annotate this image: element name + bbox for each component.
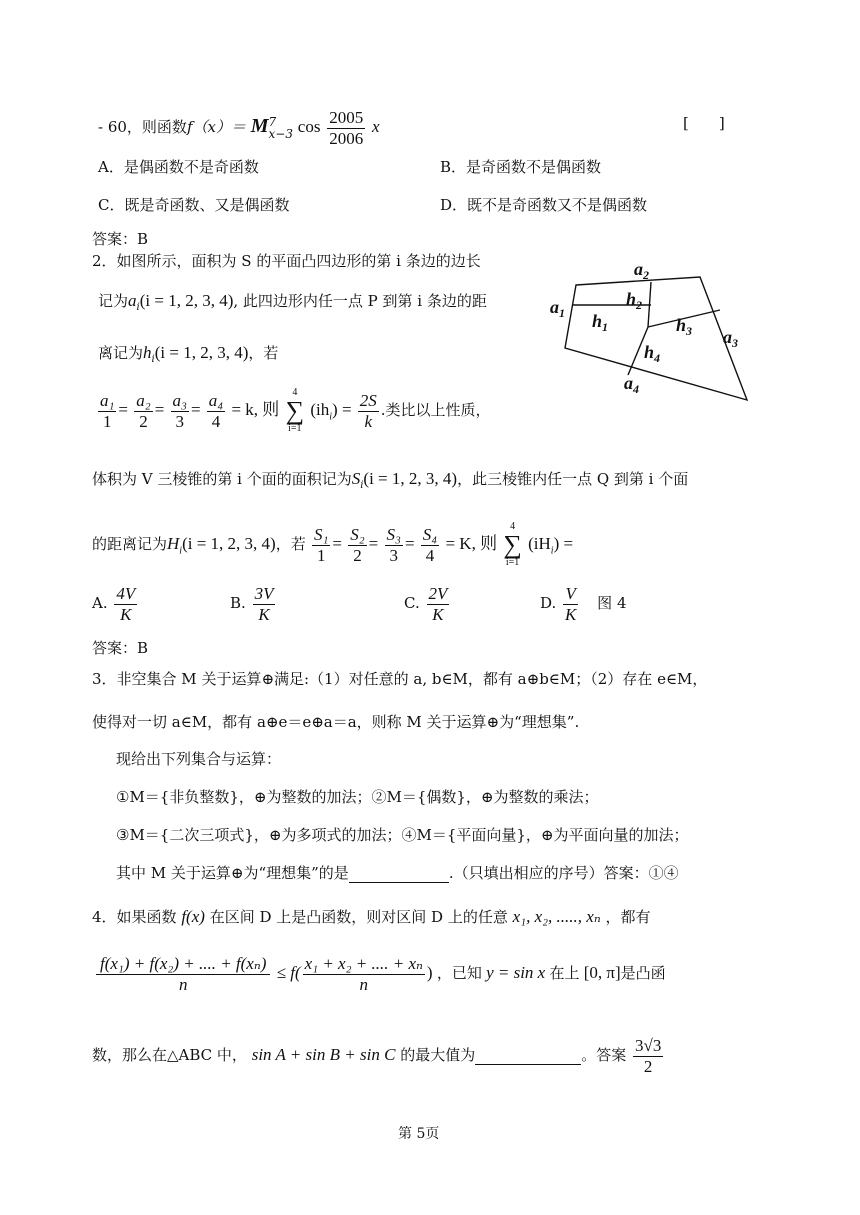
- q2-line6: 的距离记为$H_i(i = 1$, 2, 3, 4)，若 $\frac{\text{S₁}}{1}$ = $\frac{\text{S₂}}{2}$ = $\frac{\text{S₃}}{3}$ = $\frac{\text{S₄}}{4}$ = K, 则 4 ∑ i=1 $(iH_i)$ =: [92, 521, 574, 568]
- q3-line6: 其中 M 关于运算⊕为“理想集”的是 .（只填出相应的序号）答案：①④: [116, 864, 679, 882]
- q2-option-c: C. $\frac{2V}{K}$: [404, 584, 448, 624]
- quadrilateral-figure: [540, 255, 765, 405]
- q2-option-d: D. $\frac{V}{K}$ 图 4: [540, 584, 627, 624]
- q3-line2: 使得对一切 a∈M，都有 a⊕e＝e⊕a＝a，则称 M 关于运算⊕为“理想集”.: [92, 713, 580, 731]
- q2-line1: 2．如图所示，面积为 S 的平面凸四边形的第 i 条边的边长: [92, 252, 481, 270]
- q4-line1: 4．如果函数 f(x) 在区间 D 上是凸函数，则对区间 D 上的任意 x₁, x₂, ....., xₙ ，都有: [92, 907, 651, 926]
- q3-line5: ③M＝{二次三项式}，⊕为多项式的加法；④M＝{平面向量}，⊕为平面向量的加法；: [116, 826, 689, 844]
- q2-answer: 答案：B: [92, 639, 149, 657]
- q2-line5: 体积为 V 三棱锥的第 i 个面的面积记为$S_i(i = 1$, 2, 3, 4)，此三棱锥内任一点 Q 到第 i 个面: [92, 469, 689, 491]
- svg-text:h1: $h_1$: [592, 311, 609, 334]
- q1-stem: - 60，则函数f（x）＝ M 7 x−3 cos $\frac{2005}{2006}$ x: [98, 108, 380, 148]
- q4-inequality: $\frac{\text{f(x₁) + f(x₂) + .... + f(xₙ)}}{n}$ ≤ f( $\frac{\text{x₁ + x₂ + .... + xₙ}}{n}$ ) ，已知 y = sin x 在上 [0, π]是凸函: [94, 954, 666, 994]
- svg-text:a1: $a_1$: [550, 297, 565, 320]
- q3-line3: 现给出下列集合与运算：: [116, 750, 282, 768]
- q3-line1: 3．非空集合 M 关于运算⊕满足:（1）对任意的 a, b∈M，都有 a⊕b∈M；（2）存在 e∈M，: [92, 670, 708, 688]
- q1-option-d: D．既不是奇函数又不是偶函数: [440, 196, 648, 214]
- page-number: 第 5页: [398, 1126, 440, 1142]
- q1-bracket: [ ]: [683, 114, 725, 132]
- svg-text:h2: $h_2$: [626, 289, 643, 312]
- figure-caption: 图 4: [597, 594, 627, 613]
- q1-answer: 答案：B: [92, 230, 149, 248]
- q3-line4: ①M＝{非负整数}，⊕为整数的加法；②M＝{偶数}，⊕为整数的乘法；: [116, 788, 599, 806]
- svg-text:h3: $h_3$: [676, 315, 693, 338]
- q1-option-c: C．既是奇函数、又是偶函数: [98, 196, 290, 214]
- q2-equation: $\frac{\text{a₁}}{1}$ = $\frac{\text{a₂}}{2}$ = $\frac{\text{a₃}}{3}$ = $\frac{\text{a₄}}{4}$ = k, 则 4 ∑ i=1 $(ih_i)$ = $\frac{2S}{k}$ .类比以上性质，: [100, 387, 491, 434]
- svg-text:a3: $a_3$: [723, 327, 738, 350]
- q2-line2: 记为$a_i(i = 1$, 2, 3, 4), 此四边形内任一点 P 到第 i 条边的距: [98, 291, 487, 313]
- q1-option-b: B．是奇函数不是偶函数: [440, 158, 602, 176]
- q2-option-b: B. $\frac{3V}{K}$: [230, 584, 274, 624]
- svg-text:a4: $a_4$: [624, 373, 639, 396]
- svg-text:a2: $a_2$: [634, 259, 649, 282]
- svg-text:h4: $h_4$: [644, 342, 661, 365]
- q2-option-a: A. $\frac{4V}{K}$: [92, 584, 136, 624]
- q4-line3: 数，那么在△ABC 中， sin A + sin B + sin C 的最大值为 。答案 $\frac{3√3}{2}$: [92, 1036, 662, 1076]
- q2-line3: 离记为$h_i(i = 1$, 2, 3, 4)，若: [98, 343, 279, 365]
- q1-option-a: A．是偶函数不是奇函数: [98, 158, 259, 176]
